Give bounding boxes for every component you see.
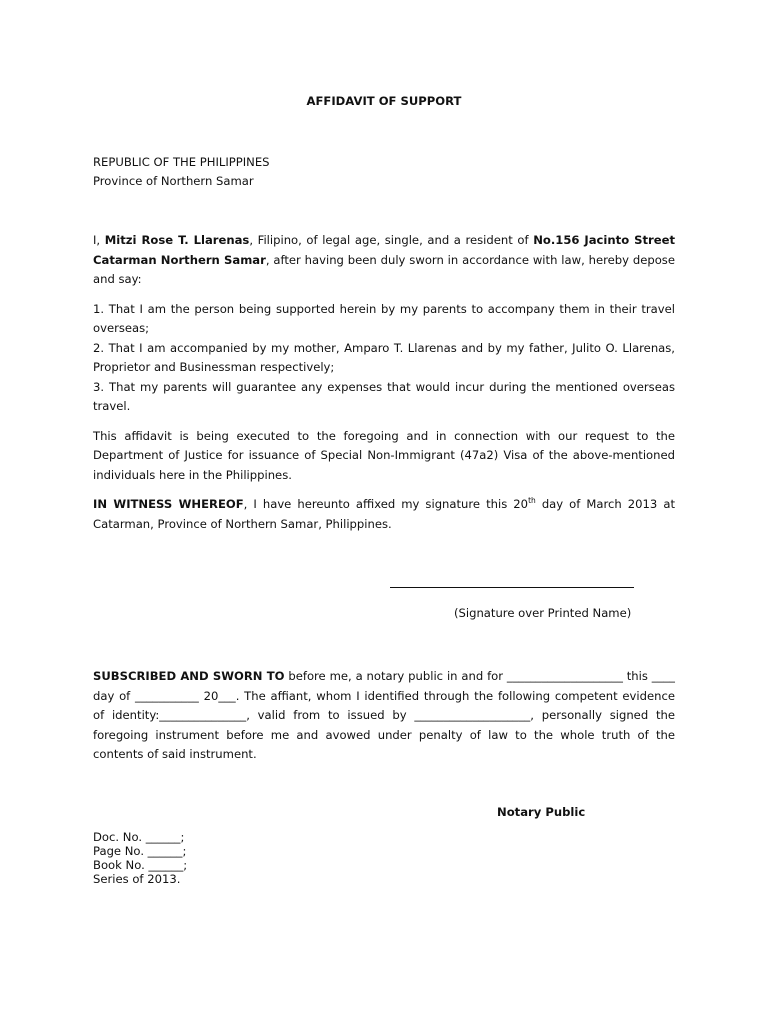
notary-label: Notary Public — [497, 805, 586, 819]
witness-text-2: day of March 2013 at Catarman, Province of Northern Samar, Philippines. — [93, 497, 676, 531]
intro-paragraph — [93, 231, 675, 290]
document-body — [93, 231, 675, 544]
affiant-name: Mitzi Rose T. Llarenas — [104, 233, 250, 247]
jurat-paragraph — [93, 667, 675, 765]
book-number: Book No. ______; — [93, 858, 188, 872]
document-title: AFFIDAVIT OF SUPPORT — [306, 94, 462, 108]
witness-superscript: th — [528, 496, 536, 506]
affiant-address: No.156 Jacinto Street Catarman Northern Samar — [93, 233, 676, 267]
statement-list — [93, 300, 675, 417]
signature-line — [390, 587, 634, 588]
list-item: 1. That I am the person being supported herein by my parents to accompany them in their travel overseas; — [93, 301, 675, 335]
header-country: REPUBLIC OF THE PHILIPPINES — [93, 155, 270, 169]
signature-caption: (Signature over Printed Name) — [454, 606, 632, 620]
series: Series of 2013. — [93, 872, 181, 886]
document-header — [93, 153, 270, 191]
header-province: Province of Northern Samar — [93, 174, 254, 188]
list-item: 2. That I am accompanied by my mother, Amparo T. Llarenas and by my father, Julito O. Llarenas, Proprietor and Businessman respectively; — [93, 340, 675, 374]
list-item: 3. That my parents will guarantee any expenses that would incur during the mentioned overseas travel. — [93, 379, 675, 413]
doc-info — [93, 830, 187, 886]
jurat-lead: SUBSCRIBED AND SWORN TO — [93, 669, 285, 683]
intro-text-2: , Filipino, of legal age, single, and a resident of — [249, 233, 534, 247]
jurat-text: before me, a notary public in and for ____________________ this ____ day of ___________ 20___. The affiant, whom I identified through the following competent evidence of identity:_______________, valid from to issued by ____________________, personally signed the foregoing instrument before me and avowed under penalty of law to the whole truth of the contents of said instrument. — [93, 669, 675, 761]
intro-text-3: , after having been duly sworn in accordance with law, hereby depose and say: — [93, 252, 675, 286]
purpose-paragraph: This affidavit is being executed to the foregoing and in connection with our request to the Department of Justice for issuance of Special Non-Immigrant (47a2) Visa of the above-mentioned individuals here in the Philippines. — [93, 428, 675, 482]
witness-lead: IN WITNESS WHEREOF — [93, 497, 244, 511]
doc-number: Doc. No. ______; — [93, 830, 185, 844]
witness-text-1: , I have hereunto affixed my signature this 20 — [243, 497, 529, 511]
witness-paragraph — [93, 495, 675, 534]
intro-text-1: I, — [93, 233, 105, 247]
page-number: Page No. ______; — [93, 844, 187, 858]
